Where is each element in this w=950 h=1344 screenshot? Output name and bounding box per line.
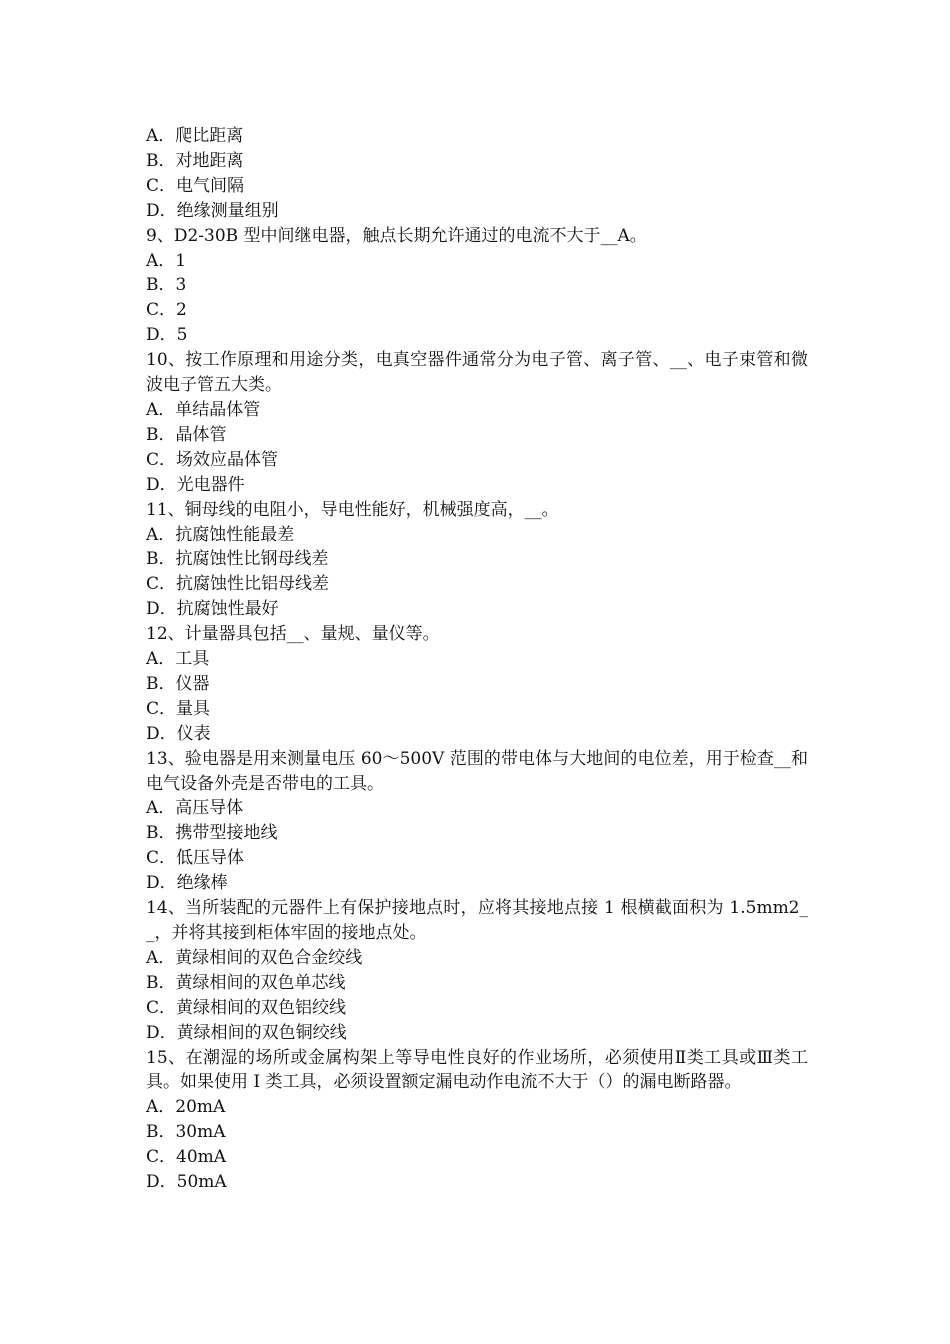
option-line: D．抗腐蚀性最好 [146, 599, 279, 620]
document-page [146, 124, 808, 1195]
option-line: C．低压导体 [146, 848, 245, 869]
option-line: B．黄绿相间的双色单芯线 [146, 972, 346, 993]
option-line: D．50mA [146, 1172, 227, 1193]
option-line: C．黄绿相间的双色铝绞线 [146, 997, 347, 1018]
option-line: B．3 [146, 275, 187, 296]
question-13: 13、验电器是用来测量电压 60～500V 范围的带电体与大地间的电位差，用于检查__和电气设备外壳是否带电的工具。 [146, 748, 808, 794]
option-line: B．30mA [146, 1122, 226, 1143]
option-line: D．光电器件 [146, 474, 245, 495]
option-line: A．黄绿相间的双色合金绞线 [146, 947, 363, 968]
option-line: A．1 [146, 250, 187, 271]
option-line: B．携带型接地线 [146, 823, 278, 844]
option-line: A．抗腐蚀性能最差 [146, 524, 295, 545]
option-line: D．绝缘棒 [146, 873, 228, 894]
option-line: C．电气间隔 [146, 175, 245, 196]
option-line: D．5 [146, 325, 188, 346]
question-11: 11、铜母线的电阻小，导电性能好，机械强度高，__。 [146, 499, 559, 520]
option-line: B．仪器 [146, 673, 210, 694]
option-line: C．40mA [146, 1147, 227, 1168]
option-line: C．量具 [146, 698, 211, 719]
question-14: 14、当所装配的元器件上有保护接地点时，应将其接地点接 1 根横截面积为 1.5mm2__，并将其接到柜体牢固的接地点处。 [146, 898, 808, 943]
option-line: C．抗腐蚀性比铝母线差 [146, 574, 330, 595]
option-line: C．场效应晶体管 [146, 449, 279, 470]
option-line: D．仪表 [146, 723, 211, 744]
option-line: A．单结晶体管 [146, 399, 261, 420]
question-15: 15、在潮湿的场所或金属构架上等导电性良好的作业场所，必须使用Ⅱ类工具或Ⅲ类工具。如果使用 I 类工具，必须设置额定漏电动作电流不大于（）的漏电断路器。 [146, 1047, 808, 1093]
question-12: 12、计量器具包括__、量规、量仪等。 [146, 624, 440, 645]
option-line: A．爬比距离 [146, 126, 244, 146]
option-line: B．对地距离 [146, 150, 244, 171]
option-line: A．高压导体 [146, 798, 244, 819]
option-line: D．黄绿相间的双色铜绞线 [146, 1022, 347, 1043]
option-line: A．20mA [146, 1097, 226, 1118]
option-line: D．绝缘测量组别 [146, 200, 279, 221]
option-line: B．晶体管 [146, 424, 227, 445]
option-line: C．2 [146, 300, 187, 321]
question-9: 9、D2-30B 型中间继电器，触点长期允许通过的电流不大于__A。 [146, 225, 647, 246]
option-line: B．抗腐蚀性比钢母线差 [146, 549, 329, 570]
question-10: 10、按工作原理和用途分类，电真空器件通常分为电子管、离子管、__、电子束管和微波电子管五大类。 [146, 350, 808, 396]
option-line: A．工具 [146, 649, 210, 670]
